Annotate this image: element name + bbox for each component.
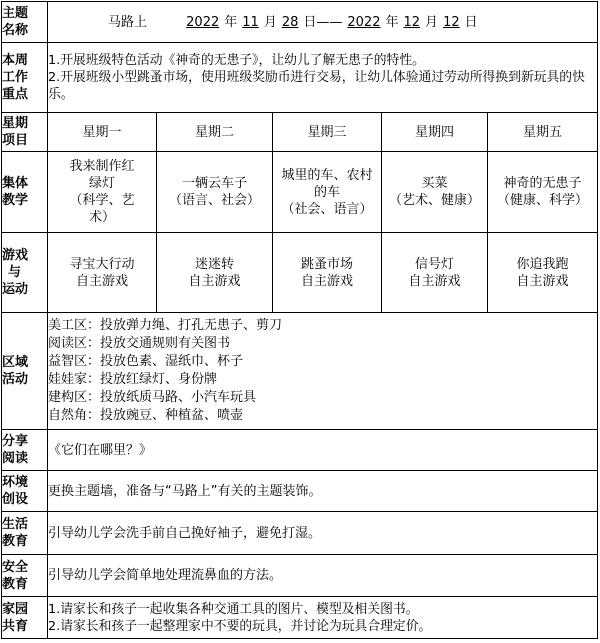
- start-month: 11: [242, 14, 259, 30]
- theme-row: [2, 2, 598, 43]
- weekday-label: 星期 项目: [2, 113, 48, 152]
- group-teaching-wed: 城里的车、农村 的车 （社会、语言）: [273, 152, 382, 233]
- safety-content: 引导幼儿学会简单地处理流鼻血的方法。: [48, 555, 598, 597]
- group-teaching-tue: 一辆云车子 （语言、社会）: [157, 152, 273, 233]
- games-fri: 你追我跑 自主游戏: [488, 233, 598, 313]
- end-day: 12: [443, 14, 460, 30]
- games-wed: 跳蚤市场 自主游戏: [273, 233, 382, 313]
- weekday-mon: 星期一: [48, 113, 157, 152]
- weekday-wed: 星期三: [273, 113, 382, 152]
- area-item: 娃娃家：投放红绿灯、身份牌: [48, 372, 218, 387]
- safety-label: 安全 教育: [2, 555, 48, 597]
- sharing-content: 《它们在哪里？》: [48, 430, 598, 471]
- area-item: 建构区：投放纸质马路、小汽车玩具: [48, 390, 257, 405]
- home-row: [2, 597, 598, 639]
- games-tue: 迷迷转 自主游戏: [157, 233, 273, 313]
- focus-item: 2.开展班级小型跳蚤市场，使用班级奖励币进行交易，让幼儿体验通过劳动所得换到新玩具的快乐。: [48, 70, 585, 102]
- group-teaching-fri: 神奇的无患子 （健康、科学）: [488, 152, 598, 233]
- weekday-row: [2, 113, 598, 152]
- focus-content: [48, 43, 598, 113]
- area-item: 阅读区：投放交通规则有关图书: [48, 336, 231, 351]
- home-label: 家园 共育: [2, 597, 48, 639]
- start-day: 28: [281, 14, 299, 30]
- areas-content: [48, 313, 598, 430]
- life-row: [2, 512, 598, 555]
- weekday-tue: 星期二: [157, 113, 273, 152]
- environment-label: 环境 创设: [2, 471, 48, 512]
- environment-content: 更换主题墙，准备与“马路上”有关的主题装饰。: [48, 471, 598, 512]
- start-year: 2022: [186, 14, 220, 30]
- weekly-plan-table: [1, 1, 598, 639]
- weekday-thu: 星期四: [382, 113, 488, 152]
- focus-item: 1.开展班级特色活动《神奇的无患子》，让幼儿了解无患子的特性。: [48, 53, 425, 68]
- games-mon: 寻宝大行动 自主游戏: [48, 233, 157, 313]
- group-teaching-row: [2, 152, 598, 233]
- environment-row: [2, 471, 598, 512]
- area-item: 益智区：投放色素、湿纸巾、杯子: [48, 354, 244, 369]
- group-teaching-thu: 买菜 （艺术、健康）: [382, 152, 488, 233]
- date-separator: ——: [316, 14, 343, 30]
- home-item: 2.请家长和孩子一起整理家中不要的玩具，并讨论为玩具合理定价。: [48, 618, 432, 634]
- home-item: 1.请家长和孩子一起收集各种交通工具的图片、模型及相关图书。: [48, 601, 419, 617]
- group-teaching-mon: 我来制作红 绿灯 （科学、艺 术）: [48, 152, 157, 233]
- focus-label: 本周 工作 重点: [2, 43, 48, 113]
- theme-name: 马路上: [108, 14, 148, 30]
- games-label: 游戏 与 运动: [2, 233, 48, 313]
- areas-row: [2, 313, 598, 430]
- area-item: 美工区：投放弹力绳、打孔无患子、剪刀: [48, 318, 283, 333]
- sharing-row: [2, 430, 598, 471]
- games-thu: 信号灯 自主游戏: [382, 233, 488, 313]
- end-year: 2022: [347, 14, 381, 30]
- group-teaching-label: 集体 教学: [2, 152, 48, 233]
- weekday-fri: 星期五: [488, 113, 598, 152]
- end-month: 12: [403, 14, 421, 30]
- games-row: [2, 233, 598, 313]
- area-item: 自然角：投放豌豆、种植盆、喷壶: [48, 408, 244, 423]
- areas-label: 区域 活动: [2, 313, 48, 430]
- focus-row: [2, 43, 598, 113]
- theme-value: 马路上 2022 年 11 月 28 日—— 2022 年 12 月 12 日: [48, 2, 598, 43]
- sharing-label: 分享 阅读: [2, 430, 48, 471]
- life-content: 引导幼儿学会洗手前自己挽好袖子，避免打湿。: [48, 512, 598, 555]
- theme-label: 主题 名称: [2, 2, 48, 43]
- home-content: [48, 597, 598, 639]
- safety-row: [2, 555, 598, 597]
- life-label: 生活 教育: [2, 512, 48, 555]
